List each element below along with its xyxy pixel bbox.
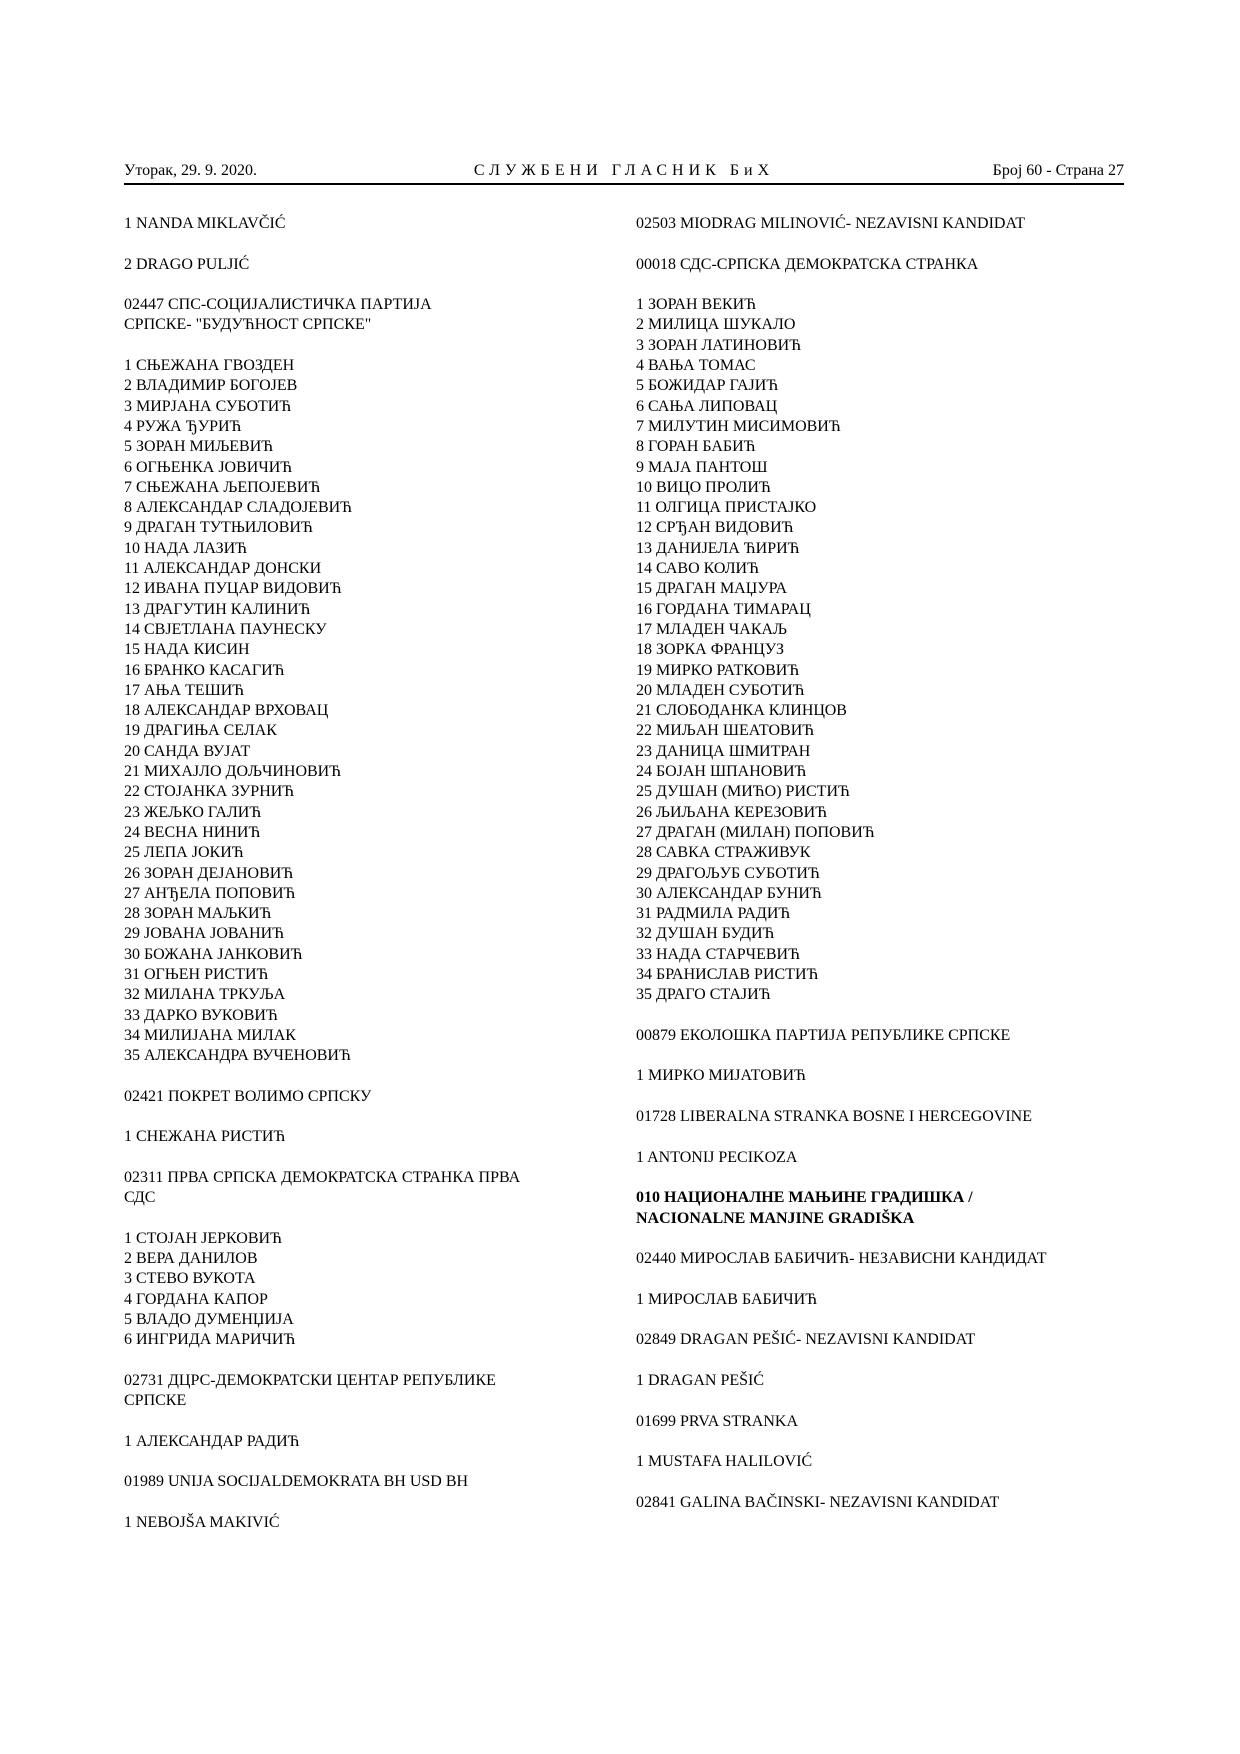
candidate-entry: 31 РАДМИЛА РАДИЋ	[636, 905, 791, 923]
candidate-entry: 2 DRAGO PULJIĆ	[124, 255, 250, 273]
candidate-entry: 32 МИЛАНА ТРКУЉА	[124, 986, 286, 1004]
candidate-entry: 18 АЛЕКСАНДАР ВРХОВАЦ	[124, 702, 329, 720]
candidate-entry: 17 АЊА ТЕШИЋ	[124, 681, 245, 699]
candidate-entry: 23 ЖЕЉКО ГАЛИЋ	[124, 803, 262, 821]
candidate-entry: 5 ЗОРАН МИЉЕВИЋ	[124, 438, 274, 456]
candidate-list	[124, 214, 584, 234]
candidate-entry: 28 ЗОРАН МАЉКИЋ	[124, 905, 272, 923]
candidate-entry: 1 NANDA MIKLAVČIĆ	[124, 215, 286, 232]
candidate-entry: 12 ИВАНА ПУЦАР ВИДОВИЋ	[124, 580, 342, 598]
party-heading	[124, 1087, 584, 1107]
party-heading-line: 00018 СДС-СРПСКА ДЕМОКРАТСКА СТРАНКА	[636, 255, 979, 273]
page-number: Број 60 - Страна 27	[992, 162, 1124, 179]
candidate-list	[636, 1290, 1106, 1310]
candidate-entry: 9 ДРАГАН ТУТЊИЛОВИЋ	[124, 519, 313, 537]
party-heading-line: 02849 DRAGAN PEŠIĆ- NEZAVISNI KANDIDAT	[636, 1331, 976, 1349]
candidate-entry: 30 АЛЕКСАНДАР БУНИЋ	[636, 884, 822, 902]
candidate-entry: 22 СТОЈАНКА ЗУРНИЋ	[124, 783, 295, 801]
party-heading	[636, 1412, 1106, 1432]
candidate-entry: 1 DRAGAN PEŠIĆ	[636, 1371, 765, 1389]
candidate-entry: 13 ДРАГУТИН КАЛИНИЋ	[124, 600, 311, 618]
candidate-entry: 1 ЗОРАН ВЕКИЋ	[636, 296, 757, 314]
party-heading-line: 02311 ПРВА СРПСКА ДЕМОКРАТСКА СТРАНКА ПРВА	[124, 1168, 521, 1186]
candidate-entry: 22 МИЉАН ШЕАТОВИЋ	[636, 722, 815, 740]
party-heading-line: СРПСКЕ- "БУДУЋНОСТ СРПСКЕ"	[124, 316, 372, 334]
candidate-entry: 5 БОЖИДАР ГАЈИЋ	[636, 377, 779, 395]
candidate-entry: 33 НАДА СТАРЧЕВИЋ	[636, 945, 800, 963]
candidate-entry: 1 СЊЕЖАНА ГВОЗДЕН	[124, 357, 295, 375]
party-heading	[124, 1371, 584, 1412]
candidate-entry: 7 СЊЕЖАНА ЉЕПОЈЕВИЋ	[124, 478, 321, 496]
party-heading	[636, 1493, 1106, 1513]
candidate-entry: 26 ЉИЉАНА КЕРЕЗОВИЋ	[636, 803, 828, 821]
candidate-entry: 21 СЛОБОДАНКА КЛИНЦОВ	[636, 702, 847, 720]
party-heading-line: 01728 LIBERALNA STRANKA BOSNE I HERCEGOVINE	[636, 1108, 1032, 1126]
candidate-entry: 24 БОЈАН ШПАНОВИЋ	[636, 763, 807, 781]
candidate-entry: 19 МИРКО РАТКОВИЋ	[636, 661, 800, 679]
candidate-entry: 2 МИЛИЦА ШУКАЛО	[636, 316, 796, 334]
candidate-entry: 8 АЛЕКСАНДАР СЛАДОЈЕВИЋ	[124, 499, 353, 517]
candidate-list	[124, 1513, 584, 1533]
candidate-entry: 1 ANTONIJ PECIKOZA	[636, 1148, 798, 1166]
candidate-entry: 30 БОЖАНА ЈАНКОВИЋ	[124, 945, 303, 963]
candidate-entry: 26 ЗОРАН ДЕЈАНОВИЋ	[124, 864, 294, 882]
candidate-entry: 3 МИРЈАНА СУБОТИЋ	[124, 397, 292, 415]
party-heading	[636, 1188, 1106, 1229]
candidate-entry: 27 АНЂЕЛА ПОПОВИЋ	[124, 884, 296, 902]
candidate-entry: 33 ДАРКО ВУКОВИЋ	[124, 1006, 278, 1024]
candidate-entry: 28 САВКА СТРАЖИВУК	[636, 844, 811, 862]
party-heading	[636, 1107, 1106, 1127]
candidate-entry: 34 МИЛИЈАНА МИЛАК	[124, 1026, 296, 1044]
candidate-entry: 8 ГОРАН БАБИЋ	[636, 438, 756, 456]
gazette-title: СЛУЖБЕНИ ГЛАСНИК БиХ	[473, 162, 775, 179]
right-column	[636, 214, 1106, 1533]
party-heading	[124, 1472, 584, 1492]
candidate-entry: 9 МАЈА ПАНТОШ	[636, 458, 768, 476]
candidate-list	[636, 1148, 1106, 1168]
candidate-entry: 12 СРЂАН ВИДОВИЋ	[636, 519, 794, 537]
party-heading-line: 02440 МИРОСЛАВ БАБИЧИЋ- НЕЗАВИСНИ КАНДИДАТ	[636, 1250, 1047, 1268]
candidate-list	[124, 1127, 584, 1147]
party-heading-line: 02503 MIODRAG MILINOVIĆ- NEZAVISNI KANDIDAT	[636, 215, 1026, 232]
candidate-entry: 1 СНЕЖАНА РИСТИЋ	[124, 1128, 286, 1146]
party-heading-line: 00879 ЕКОЛОШКА ПАРТИЈА РЕПУБЛИКЕ СРПСКЕ	[636, 1026, 1011, 1044]
candidate-entry: 16 ГОРДАНА ТИМАРАЦ	[636, 600, 811, 618]
party-heading	[636, 1249, 1106, 1269]
left-column	[124, 214, 584, 1554]
party-heading	[636, 1026, 1106, 1046]
candidate-entry: 3 ЗОРАН ЛАТИНОВИЋ	[636, 336, 802, 354]
candidate-entry: 25 ЛЕПА ЈОКИЋ	[124, 844, 244, 862]
candidate-entry: 6 ОГЊЕНКА ЈОВИЧИЋ	[124, 458, 293, 476]
candidate-entry: 1 СТОЈАН ЈЕРКОВИЋ	[124, 1229, 282, 1247]
candidate-entry: 4 РУЖА ЂУРИЋ	[124, 417, 242, 435]
candidate-entry: 23 ДАНИЦА ШМИТРАН	[636, 742, 811, 760]
party-heading	[124, 295, 584, 336]
candidate-entry: 4 ГОРДАНА КАПОР	[124, 1290, 268, 1308]
candidate-entry: 6 ИНГРИДА МАРИЧИЋ	[124, 1331, 296, 1349]
candidate-list	[636, 1452, 1106, 1472]
candidate-entry: 10 ВИЦО ПРОЛИЋ	[636, 478, 771, 496]
candidate-entry: 24 ВЕСНА НИНИЋ	[124, 823, 261, 841]
party-heading	[636, 1330, 1106, 1350]
party-heading	[636, 214, 1106, 234]
candidate-list	[124, 1229, 584, 1351]
candidate-entry: 35 АЛЕКСАНДРА ВУЧЕНОВИЋ	[124, 1047, 351, 1065]
party-heading-line: 02731 ДЦРС-ДЕМОКРАТСКИ ЦЕНТАР РЕПУБЛИКЕ	[124, 1371, 496, 1389]
party-heading-line: NACIONALNE MANJINE GRADIŠKA	[636, 1209, 915, 1227]
candidate-entry: 34 БРАНИСЛАВ РИСТИЋ	[636, 965, 819, 983]
party-heading-line: 01699 PRVA STRANKA	[636, 1412, 799, 1430]
page-header	[124, 160, 1124, 182]
party-heading-line: 02841 GALINA BAČINSKI- NEZAVISNI KANDIDAT	[636, 1493, 1000, 1511]
candidate-entry: 16 БРАНКО КАСАГИЋ	[124, 661, 285, 679]
candidate-entry: 19 ДРАГИЊА СЕЛАК	[124, 722, 277, 740]
candidate-list	[636, 295, 1106, 1005]
candidate-entry: 4 ВАЊА ТОМАС	[636, 357, 756, 375]
candidate-entry: 11 АЛЕКСАНДАР ДОНСКИ	[124, 560, 322, 578]
candidate-entry: 3 СТЕВО ВУКОТА	[124, 1270, 256, 1288]
candidate-entry: 21 МИХАЈЛО ДОЉЧИНОВИЋ	[124, 763, 342, 781]
candidate-entry: 35 ДРАГО СТАЈИЋ	[636, 986, 771, 1004]
candidate-list	[124, 255, 584, 275]
candidate-entry: 20 САНДА ВУЈАТ	[124, 742, 251, 760]
party-heading	[636, 255, 1106, 275]
candidate-list	[124, 356, 584, 1066]
candidate-entry: 29 ДРАГОЉУБ СУБОТИЋ	[636, 864, 820, 882]
candidate-entry: 1 MUSTAFA HALILOVIĆ	[636, 1453, 813, 1471]
candidate-entry: 7 МИЛУТИН МИСИМОВИЋ	[636, 417, 841, 435]
candidate-entry: 1 МИРКО МИЈАТОВИЋ	[636, 1067, 806, 1085]
issue-date: Уторак, 29. 9. 2020.	[124, 162, 257, 179]
candidate-entry: 14 СВЈЕТЛАНА ПАУНЕСКУ	[124, 620, 327, 638]
candidate-entry: 1 МИРОСЛАВ БАБИЧИЋ	[636, 1290, 818, 1308]
party-heading-line: 010 НАЦИОНАЛНЕ МАЊИНЕ ГРАДИШКА /	[636, 1189, 973, 1207]
candidate-entry: 15 ДРАГАН МАЏУРА	[636, 580, 788, 598]
candidate-entry: 25 ДУШАН (МИЋО) РИСТИЋ	[636, 783, 850, 801]
candidate-entry: 14 САВО КОЛИЋ	[636, 560, 759, 578]
candidate-entry: 2 ВЛАДИМИР БОГОЈЕВ	[124, 377, 298, 395]
party-heading-line: СРПСКЕ	[124, 1392, 187, 1410]
candidate-entry: 10 НАДА ЛАЗИЋ	[124, 539, 248, 557]
party-heading-line: 02421 ПОКРЕТ ВОЛИМО СРПСКУ	[124, 1087, 372, 1105]
candidate-entry: 27 ДРАГАН (МИЛАН) ПОПОВИЋ	[636, 823, 875, 841]
candidate-entry: 29 ЈОВАНА ЈОВАНИЋ	[124, 925, 285, 943]
candidate-entry: 2 ВЕРА ДАНИЛОВ	[124, 1250, 258, 1268]
party-heading-line: 02447 СПС-СОЦИЈАЛИСТИЧКА ПАРТИЈА	[124, 296, 432, 314]
candidate-entry: 1 АЛЕКСАНДАР РАДИЋ	[124, 1432, 300, 1450]
candidate-entry: 15 НАДА КИСИН	[124, 641, 250, 659]
party-heading-line: 01989 UNIJA SOCIJALDEMOKRATA BH USD BH	[124, 1473, 469, 1491]
candidate-entry: 32 ДУШАН БУДИЋ	[636, 925, 775, 943]
candidate-entry: 17 МЛАДЕН ЧАКАЉ	[636, 620, 788, 638]
candidate-entry: 6 САЊА ЛИПОВАЦ	[636, 397, 778, 415]
candidate-entry: 13 ДАНИЈЕЛА ЋИРИЋ	[636, 539, 800, 557]
candidate-entry: 11 ОЛГИЦА ПРИСТАЈКО	[636, 499, 817, 517]
candidate-entry: 18 ЗОРКА ФРАНЦУЗ	[636, 641, 784, 659]
candidate-entry: 20 МЛАДЕН СУБОТИЋ	[636, 681, 805, 699]
candidate-entry: 1 NEBOJŠA MAKIVIĆ	[124, 1514, 280, 1531]
candidate-list	[636, 1066, 1106, 1086]
party-heading-line: СДС	[124, 1189, 156, 1207]
candidate-list	[636, 1371, 1106, 1391]
header-rule	[124, 183, 1124, 185]
candidate-list	[124, 1432, 584, 1452]
party-heading	[124, 1168, 584, 1209]
candidate-entry: 5 ВЛАДО ДУМЕНЏИЈА	[124, 1311, 294, 1329]
candidate-entry: 31 ОГЊЕН РИСТИЋ	[124, 965, 269, 983]
